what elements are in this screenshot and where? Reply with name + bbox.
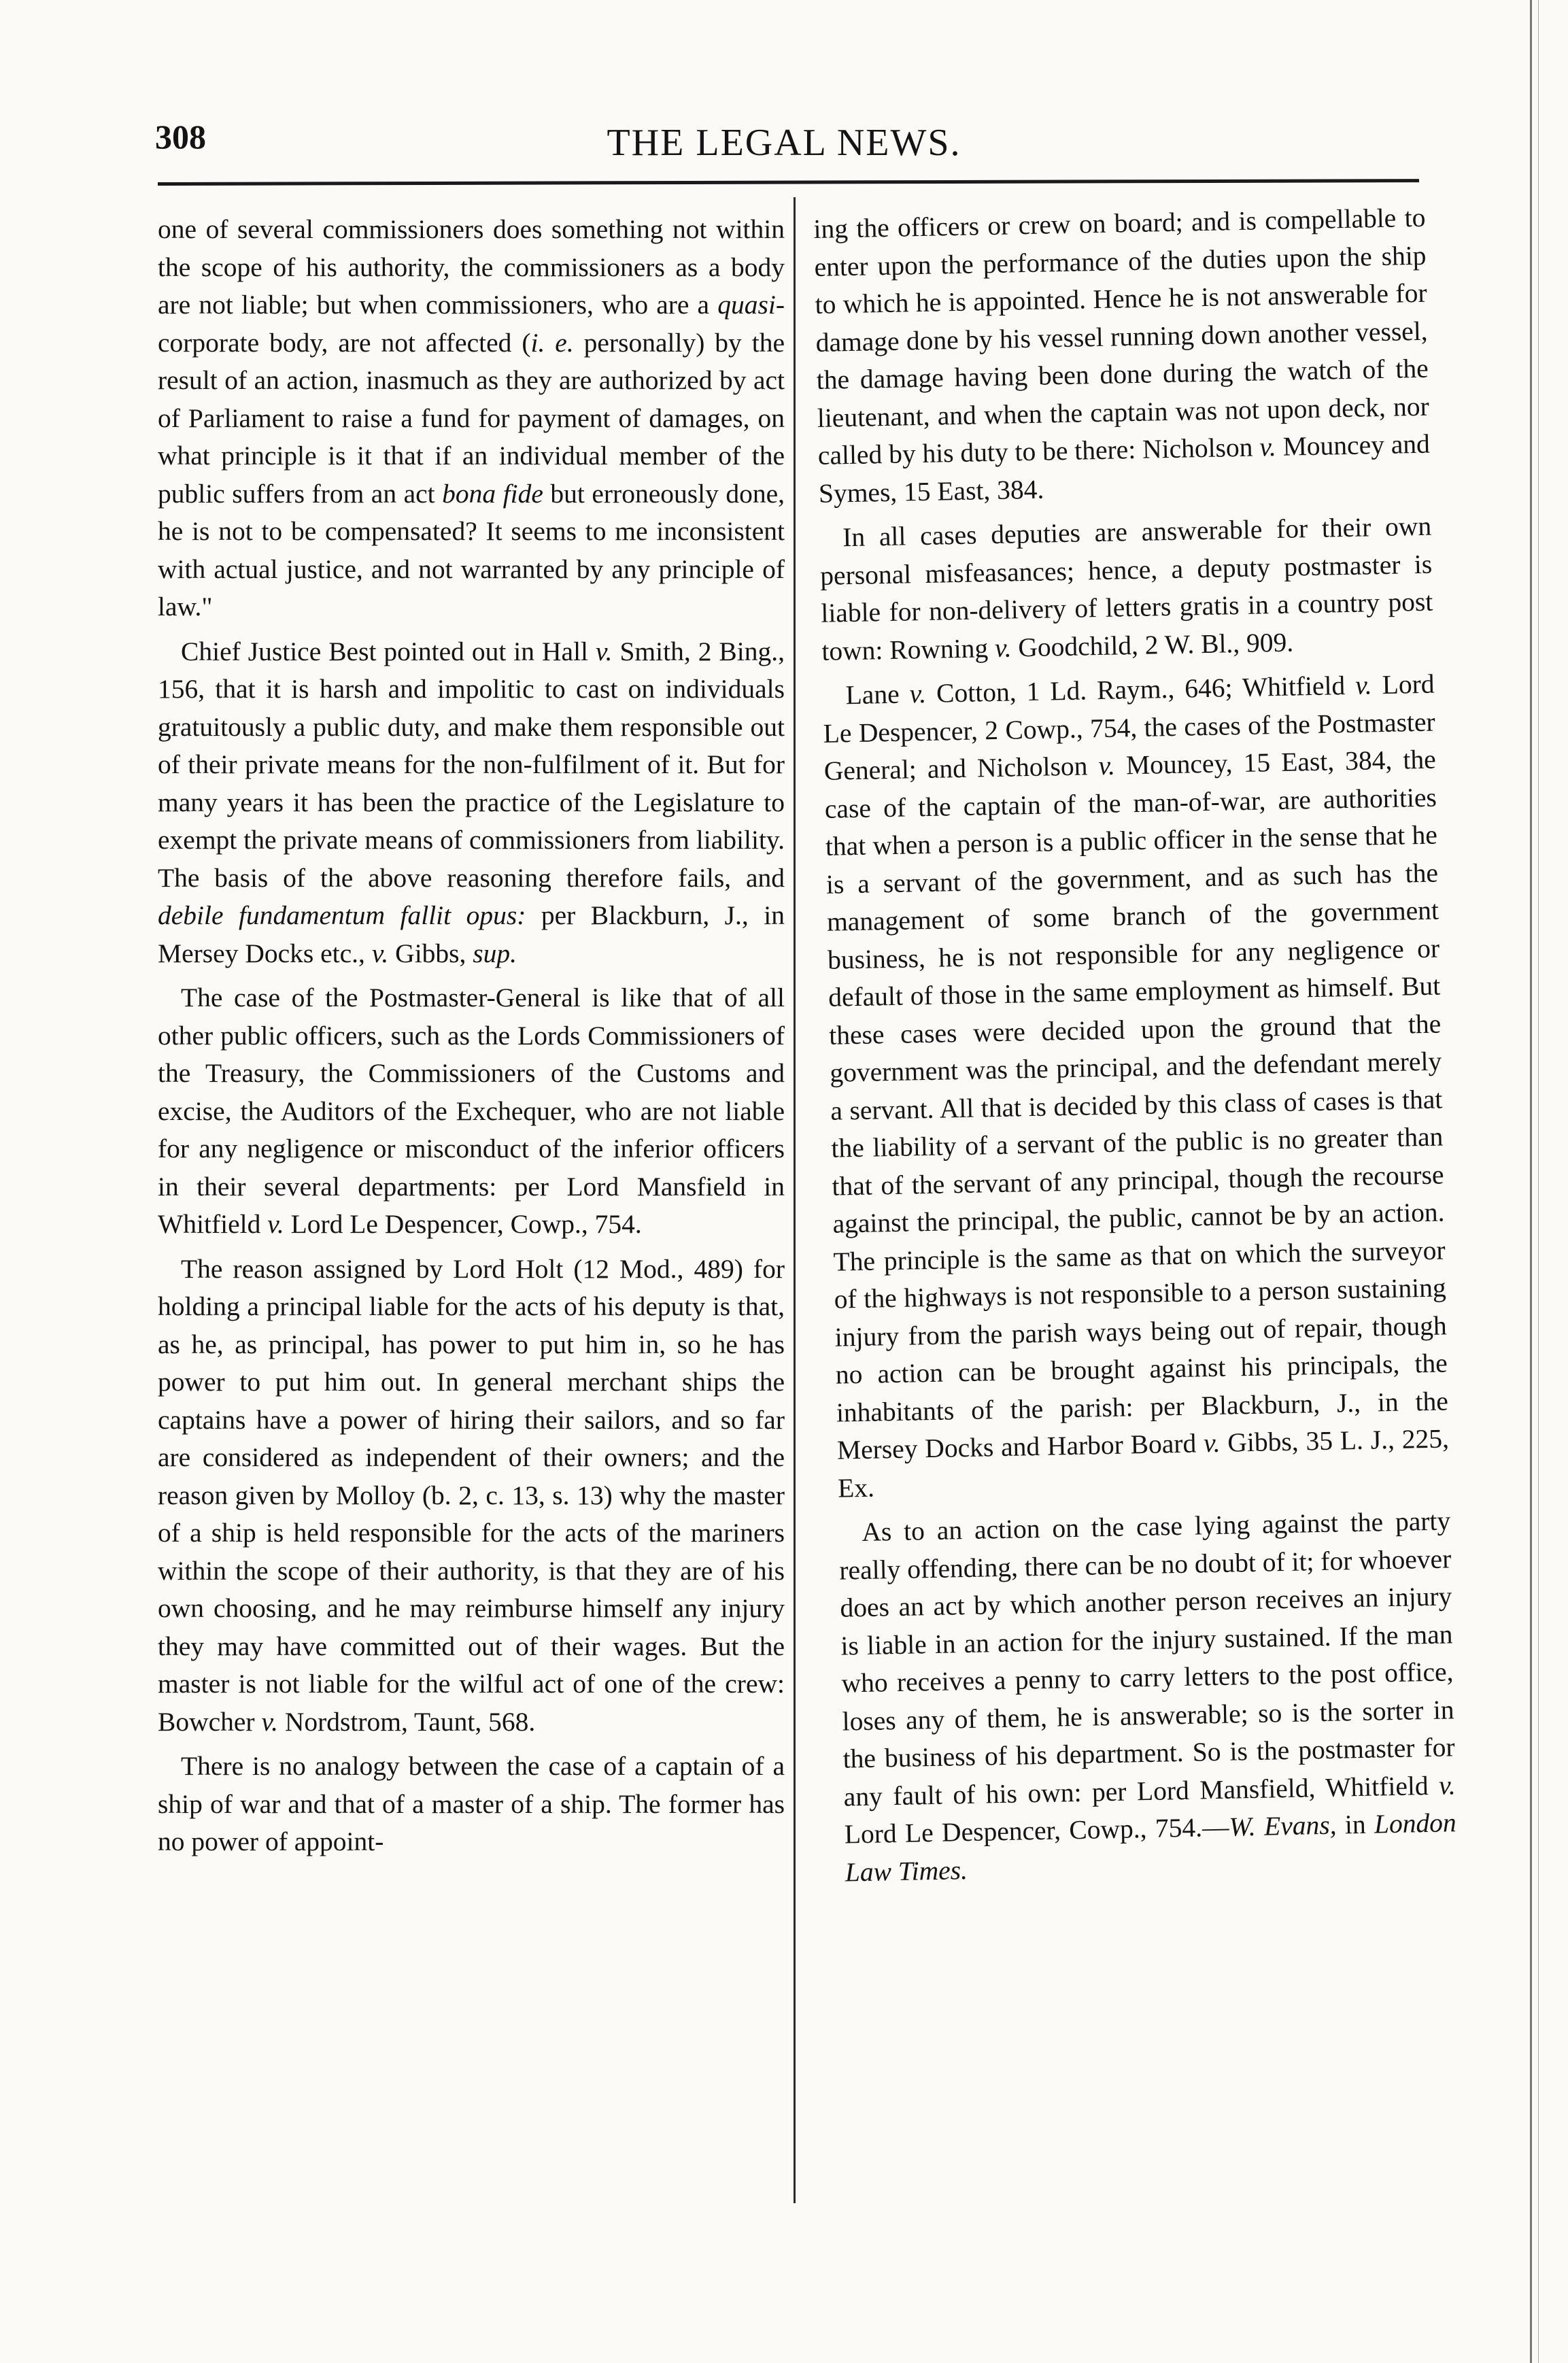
italic-versus: v. — [1354, 670, 1373, 700]
text-run: ing the officers or crew on board; and is compellable to enter upon the performance of the duties upon the ship to which he is appointed. Hence he is not answerable for damage done by his vessel running down another vessel, the damage having been done during the watch of the lieutenant, and when the captain was not upon deck, nor called by his duty to be there: Nicholson — [813, 202, 1430, 471]
italic-versus: v. — [1438, 1769, 1456, 1801]
paragraph-left-2 — [158, 633, 785, 973]
text-run: -corporate body, are not affected ( — [158, 290, 785, 358]
text-run: As to an action on the case lying against the party really offending, there can be no doubt of it; for whoever does an act by which another person receives an injury is liable in an action for the injury sustained. If the man who receives a penny to carry letters to the post office, loses any of them, he is answerable; so is the sorter in the business of his department. So is the postmaster for any fault of his own: per Lord Mansfield, Whitfield — [838, 1506, 1455, 1812]
italic-versus: v. — [1203, 1427, 1221, 1459]
text-run: personally) by the result of an action, inasmuch as they are authorized by act of Parliament to raise a fund for payment of damages, on what principle is it that if an individual member of the public suffers from an act — [158, 327, 785, 509]
text-run: Gibbs, — [388, 938, 473, 968]
running-title: THE LEGAL NEWS. — [607, 122, 961, 164]
text-run: Chief Justice Best pointed out in Hall — [181, 636, 596, 666]
author-signature: W. Evans, — [1229, 1809, 1337, 1842]
italic-versus: v. — [371, 938, 389, 968]
text-run: Cotton, 1 Ld. Raym., 646; Whitfield — [925, 670, 1356, 709]
paragraph-right-1 — [813, 199, 1431, 513]
text-run: Lord Le Despencer, Cowp., 754.— — [844, 1812, 1229, 1850]
text-run: one of several commissioners does something not within the scope of his authority, the commissioners as a body are not liable; but when commissioners, who are a — [158, 214, 785, 320]
text-run: Smith, 2 Bing., 156, that it is harsh and impolitic to cast on individuals gratuitously a public duty, and make them responsible out of their private means for the non-fulfilment of it. But for many years it has been the practice of the Legislature to exempt the private means of commissioners from liability. The basis of the above reasoning therefore fails, and — [158, 636, 785, 893]
italic-versus: v. — [909, 678, 927, 709]
italic-term: i. e. — [530, 327, 574, 358]
text-run: Lord Le Despencer, 2 Cowp., 754, the cases of the Postmaster General; and Nicholson — [823, 668, 1436, 786]
italic-versus: v. — [994, 632, 1012, 663]
text-run: The reason assigned by Lord Holt (12 Mod., 489) for holding a principal liable for the acts of his deputy is that, as he, as principal, has power to put him in, so he has power to put him out. In general merchant ships the captains have a power of hiring their sailors, and so far are considered as independent of their owners; and the reason given by Molloy (b. 2, c. 13, s. 13) why the master of a ship is held responsible for the acts of the mariners within the scope of their authority, is that they are of his own choosing, and he may reimburse himself any injury they may have committed out of their wages. But the master is not liable for the wilful act of one of the crew: Bowcher — [158, 1253, 785, 1737]
paragraph-right-4 — [838, 1502, 1457, 1891]
italic-term: sup. — [473, 938, 517, 968]
text-run: In all cases deputies are answerable for their own personal misfeasances; hence, a deputy postmaster is liable for non-delivery of letters gratis in a country post town: Rowning — [819, 511, 1433, 666]
paragraph-left-1 — [158, 211, 785, 626]
text-run: Lane — [845, 679, 910, 711]
text-run: Lord Le Despencer, Cowp., 754. — [284, 1209, 642, 1239]
italic-versus: v. — [596, 636, 613, 666]
italic-term: bona fide — [442, 478, 543, 509]
source-publication: London Law Times. — [845, 1807, 1457, 1888]
text-run: Mouncey, 15 East, 384, the case of the captain of the man-of-war, are authorities that when a person is a public officer in the sense that he is a servant of the government, and as such has the management of some branch of the government business, he is not responsible for any negligence or default of those in the same employment as himself. But these cases were decided upon the ground that the government was the principal, and the defendant merely a servant. All that is decided by this class of cases is that the liability of a servant of the public is no greater than that of the servant of any principal, though the recourse against the principal, the public, cannot be by an action. The principle is the same as that on which the surveyor of the highways is not responsible to a person sustaining injury from the parish ways being out of repair, though no action can be brought against his principals, the inhabitants of the parish: per Blackburn, J., in the Mersey Docks and Harbor Board — [824, 744, 1449, 1465]
scan-edge-thin — [1538, 0, 1539, 2363]
column-rule — [794, 197, 796, 2203]
text-run: Nordstrom, Taunt, 568. — [277, 1706, 536, 1737]
text-run: Mouncey and Symes, 15 East, 384. — [818, 428, 1431, 509]
left-column — [158, 211, 785, 1868]
paragraph-left-5: There is no analogy between the case of a captain of a ship of war and that of a master of a ship. The former has no power of appoint- — [158, 1751, 785, 1856]
italic-latin-maxim: debile fundamentum fallit opus: — [158, 900, 526, 930]
italic-versus: v. — [1098, 750, 1116, 781]
text-run: Gibbs, 35 L. J., 225, Ex. — [837, 1423, 1450, 1503]
text-run: in — [1336, 1809, 1375, 1840]
right-column — [813, 199, 1457, 1899]
paragraph-right-2 — [819, 508, 1434, 670]
header-rule — [158, 179, 1419, 186]
italic-versus: v. — [1259, 431, 1277, 462]
text-run: but erroneously done, he is not to be compensated? It seems to me inconsistent with actual justice, and not warranted by any principle of law." — [158, 478, 785, 622]
italic-term: quasi — [717, 290, 776, 320]
paragraph-left-3 — [158, 979, 785, 1244]
italic-versus: v. — [267, 1209, 284, 1239]
text-run: per Blackburn, J., in Mersey Docks etc., — [158, 900, 785, 968]
page-number: 308 — [155, 118, 206, 156]
text-run: Goodchild, 2 W. Bl., 909. — [1011, 627, 1294, 663]
text-run: The case of the Postmaster-General is like that of all other public officers, such as the Lords Commissioners of the Treasury, the Commissioners of the Customs and excise, the Auditors of the Exchequer, who are not liable for any negligence or misconduct of the inferior officers in their several departments: per Lord Mansfield in Whitfield — [158, 983, 785, 1239]
scan-edge — [1530, 0, 1532, 2363]
italic-versus: v. — [261, 1706, 278, 1737]
paragraph-right-3 — [822, 666, 1450, 1508]
paragraph-left-4 — [158, 1251, 785, 1741]
